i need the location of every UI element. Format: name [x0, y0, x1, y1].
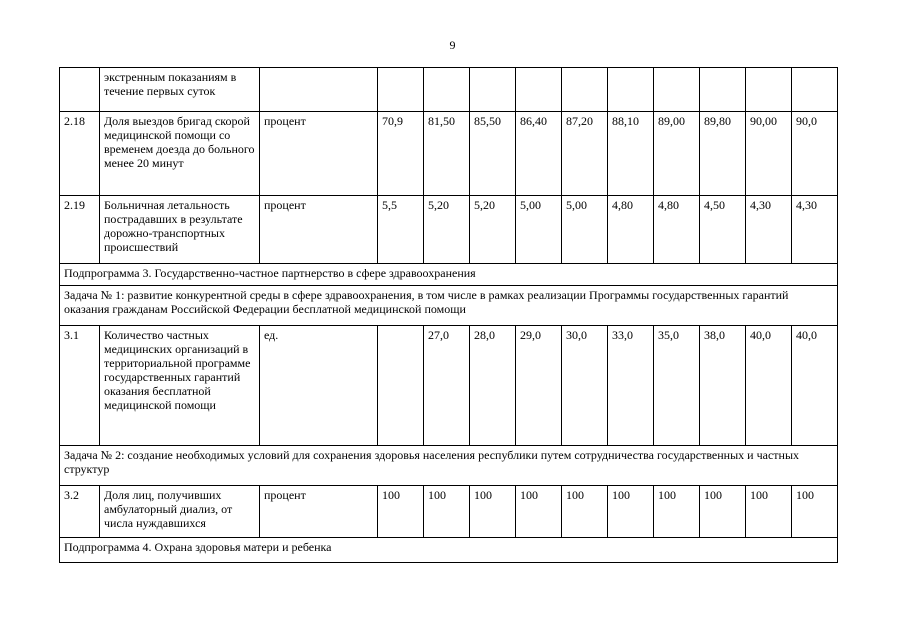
value-cell: 5,5	[378, 196, 424, 264]
value-cell: 100	[378, 486, 424, 538]
value-cell	[470, 68, 516, 112]
table-row	[60, 486, 838, 538]
value-cell: 100	[562, 486, 608, 538]
value-cell: 100	[424, 486, 470, 538]
value-cell	[654, 68, 700, 112]
section-heading: Подпрограмма 3. Государственно-частное партнерство в сфере здравоохранения	[60, 264, 838, 286]
section-heading: Задача № 2: создание необходимых условий для сохранения здоровья населения республики путем сотрудничества государственных и частных структур	[60, 446, 838, 486]
value-cell: 85,50	[470, 112, 516, 196]
indicator-name-cell: Количество частных медицинских организаций в территориальной программе государственных гарантий оказания бесплатной медицинской помощи	[100, 326, 260, 446]
indicator-name-cell: Доля лиц, получивших амбулаторный диализ, от числа нуждавшихся	[100, 486, 260, 538]
value-cell	[746, 68, 792, 112]
section-row	[60, 446, 838, 486]
value-cell: 100	[516, 486, 562, 538]
value-cell	[378, 68, 424, 112]
value-cell: 70,9	[378, 112, 424, 196]
section-row	[60, 286, 838, 326]
value-cell: 89,80	[700, 112, 746, 196]
value-cell: 28,0	[470, 326, 516, 446]
row-number-cell: 3.1	[60, 326, 100, 446]
value-cell: 4,30	[792, 196, 838, 264]
value-cell: 5,00	[562, 196, 608, 264]
indicator-name-cell: экстренным показаниям в течение первых суток	[100, 68, 260, 112]
row-number-cell: 2.19	[60, 196, 100, 264]
unit-cell: процент	[260, 486, 378, 538]
value-cell: 100	[746, 486, 792, 538]
value-cell: 33,0	[608, 326, 654, 446]
unit-cell	[260, 68, 378, 112]
value-cell: 35,0	[654, 326, 700, 446]
table-body	[60, 68, 838, 563]
table-row	[60, 68, 838, 112]
value-cell: 100	[792, 486, 838, 538]
value-cell: 27,0	[424, 326, 470, 446]
value-cell: 100	[470, 486, 516, 538]
value-cell: 5,00	[516, 196, 562, 264]
value-cell: 100	[700, 486, 746, 538]
value-cell: 38,0	[700, 326, 746, 446]
value-cell: 40,0	[746, 326, 792, 446]
value-cell	[424, 68, 470, 112]
value-cell	[700, 68, 746, 112]
section-heading: Задача № 1: развитие конкурентной среды в сфере здравоохранения, в том числе в рамках реализации Программы государственных гарантий оказания гражданам Российской Федерации бесплатной медицинской помощи	[60, 286, 838, 326]
row-number-cell: 3.2	[60, 486, 100, 538]
section-row	[60, 264, 838, 286]
unit-cell: процент	[260, 196, 378, 264]
value-cell: 4,80	[608, 196, 654, 264]
value-cell	[562, 68, 608, 112]
value-cell: 100	[654, 486, 700, 538]
value-cell: 86,40	[516, 112, 562, 196]
value-cell	[792, 68, 838, 112]
table-row	[60, 112, 838, 196]
unit-cell: ед.	[260, 326, 378, 446]
indicator-name-cell: Доля выездов бригад скорой медицинской помощи со временем доезда до больного менее 20 минут	[100, 112, 260, 196]
indicators-table	[59, 67, 838, 563]
section-heading: Подпрограмма 4. Охрана здоровья матери и ребенка	[60, 538, 838, 563]
table-row	[60, 326, 838, 446]
value-cell: 4,50	[700, 196, 746, 264]
value-cell: 81,50	[424, 112, 470, 196]
value-cell: 30,0	[562, 326, 608, 446]
value-cell: 88,10	[608, 112, 654, 196]
value-cell: 90,0	[792, 112, 838, 196]
value-cell: 87,20	[562, 112, 608, 196]
value-cell	[378, 326, 424, 446]
row-number-cell: 2.18	[60, 112, 100, 196]
row-number-cell	[60, 68, 100, 112]
value-cell: 5,20	[424, 196, 470, 264]
value-cell	[516, 68, 562, 112]
value-cell: 4,30	[746, 196, 792, 264]
indicator-name-cell: Больничная летальность пострадавших в результате дорожно-транспортных происшествий	[100, 196, 260, 264]
unit-cell: процент	[260, 112, 378, 196]
value-cell: 40,0	[792, 326, 838, 446]
section-row	[60, 538, 838, 563]
value-cell	[608, 68, 654, 112]
table-row	[60, 196, 838, 264]
value-cell: 89,00	[654, 112, 700, 196]
value-cell: 90,00	[746, 112, 792, 196]
page-number: 9	[449, 38, 456, 52]
value-cell: 4,80	[654, 196, 700, 264]
value-cell: 5,20	[470, 196, 516, 264]
value-cell: 29,0	[516, 326, 562, 446]
value-cell: 100	[608, 486, 654, 538]
